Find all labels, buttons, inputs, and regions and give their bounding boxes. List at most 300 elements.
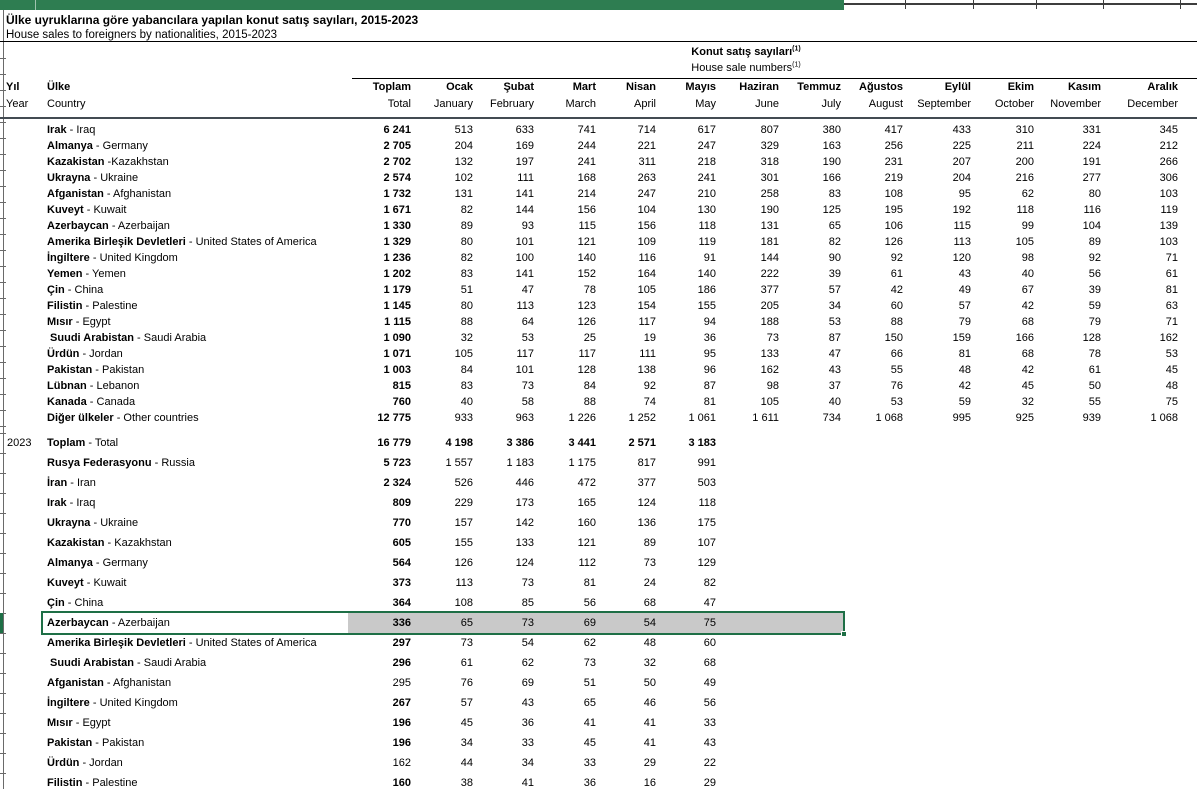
cell-value[interactable] xyxy=(843,473,905,493)
cell-value[interactable]: 41 xyxy=(521,777,534,789)
cell-value[interactable]: 132 xyxy=(454,156,473,168)
cell-country[interactable]: Çin - China xyxy=(47,284,104,296)
cell-value[interactable]: 734 xyxy=(822,412,841,424)
cell-value[interactable]: 25 xyxy=(583,332,596,344)
cell-value[interactable]: 81 xyxy=(958,348,971,360)
cell-country[interactable]: Suudi Arabistan - Saudi Arabia xyxy=(47,332,207,344)
cell-value[interactable]: 83 xyxy=(460,380,473,392)
cell-value[interactable]: 51 xyxy=(583,677,596,689)
cell-value[interactable] xyxy=(1103,513,1180,533)
cell-value[interactable] xyxy=(973,453,1036,473)
cell-value[interactable]: 46 xyxy=(643,697,656,709)
cell-value[interactable]: 95 xyxy=(958,188,971,200)
cell-value[interactable]: 115 xyxy=(578,220,596,232)
cell-value[interactable]: 3 441 xyxy=(568,437,596,449)
cell-value[interactable]: 108 xyxy=(884,188,903,200)
cell-value[interactable]: 133 xyxy=(760,348,779,360)
cell-value[interactable] xyxy=(1103,473,1180,493)
cell-value[interactable]: 513 xyxy=(454,124,473,136)
cell-value[interactable] xyxy=(843,653,905,673)
cell-value[interactable] xyxy=(718,713,781,733)
cell-value[interactable]: 40 xyxy=(460,396,473,408)
cell-value[interactable]: 472 xyxy=(577,477,596,489)
cell-value[interactable]: 2 324 xyxy=(383,477,411,489)
cell-country[interactable]: Irak - Iraq xyxy=(47,497,96,509)
cell-value[interactable] xyxy=(843,773,905,789)
cell-value[interactable]: 32 xyxy=(460,332,473,344)
cell-value[interactable] xyxy=(973,733,1036,753)
cell-value[interactable]: 111 xyxy=(639,348,656,360)
cell-value[interactable] xyxy=(1036,553,1103,573)
cell-value[interactable] xyxy=(973,553,1036,573)
cell-value[interactable]: 119 xyxy=(1160,204,1178,216)
cell-value[interactable]: 210 xyxy=(697,188,716,200)
cell-value[interactable]: 373 xyxy=(392,577,411,589)
cell-value[interactable] xyxy=(1103,493,1180,513)
cell-value[interactable] xyxy=(781,453,843,473)
cell-value[interactable]: 377 xyxy=(760,284,779,296)
table-row[interactable] xyxy=(0,753,1180,773)
cell-value[interactable]: 42 xyxy=(1021,364,1034,376)
cell-value[interactable]: 124 xyxy=(515,557,534,569)
cell-value[interactable]: 47 xyxy=(521,284,534,296)
cell-value[interactable] xyxy=(973,593,1036,613)
cell-value[interactable]: 188 xyxy=(760,316,779,328)
cell-value[interactable] xyxy=(1036,713,1103,733)
cell-value[interactable]: 995 xyxy=(952,412,971,424)
cell-value[interactable]: 126 xyxy=(577,316,596,328)
cell-country[interactable]: Toplam - Total xyxy=(47,437,119,449)
cell-value[interactable]: 81 xyxy=(703,396,716,408)
cell-value[interactable]: 247 xyxy=(697,140,716,152)
cell-value[interactable] xyxy=(718,773,781,789)
cell-value[interactable]: 87 xyxy=(703,380,716,392)
cell-value[interactable]: 39 xyxy=(828,268,841,280)
cell-value[interactable] xyxy=(1103,613,1180,633)
cell-value[interactable] xyxy=(973,613,1036,633)
cell-value[interactable] xyxy=(973,673,1036,693)
cell-value[interactable]: 160 xyxy=(577,517,596,529)
cell-year[interactable] xyxy=(0,266,42,282)
table-row[interactable] xyxy=(0,202,1180,218)
cell-value[interactable]: 1 671 xyxy=(383,204,411,216)
cell-value[interactable]: 34 xyxy=(521,757,534,769)
cell-value[interactable] xyxy=(781,773,843,789)
cell-value[interactable]: 266 xyxy=(1159,156,1178,168)
cell-value[interactable]: 84 xyxy=(583,380,596,392)
cell-country[interactable]: Yemen - Yemen xyxy=(47,268,126,280)
cell-value[interactable]: 105 xyxy=(760,396,779,408)
cell-value[interactable] xyxy=(905,513,973,533)
cell-value[interactable]: 85 xyxy=(521,597,534,609)
cell-value[interactable]: 446 xyxy=(515,477,534,489)
cell-value[interactable] xyxy=(905,653,973,673)
cell-year[interactable] xyxy=(0,346,42,362)
cell-country[interactable]: Diğer ülkeler - Other countries xyxy=(47,412,199,424)
cell-year[interactable] xyxy=(0,633,42,653)
cell-value[interactable]: 45 xyxy=(583,737,596,749)
table-row[interactable] xyxy=(0,633,1180,653)
cell-value[interactable] xyxy=(1036,473,1103,493)
cell-value[interactable]: 62 xyxy=(1021,188,1034,200)
cell-value[interactable]: 311 xyxy=(638,156,656,168)
cell-year[interactable] xyxy=(0,513,42,533)
cell-value[interactable]: 159 xyxy=(952,332,971,344)
cell-value[interactable]: 214 xyxy=(577,188,596,200)
table-row[interactable] xyxy=(0,773,1180,789)
cell-value[interactable] xyxy=(1103,713,1180,733)
table-row[interactable] xyxy=(0,493,1180,513)
cell-value[interactable]: 115 xyxy=(953,220,971,232)
cell-value[interactable]: 90 xyxy=(828,252,841,264)
table-row[interactable] xyxy=(0,553,1180,573)
cell-value[interactable]: 51 xyxy=(460,284,473,296)
cell-value[interactable] xyxy=(718,513,781,533)
cell-value[interactable] xyxy=(973,573,1036,593)
cell-value[interactable]: 2 574 xyxy=(383,172,411,184)
cell-value[interactable]: 61 xyxy=(460,657,473,669)
cell-value[interactable]: 62 xyxy=(583,637,596,649)
table-row[interactable] xyxy=(0,218,1180,234)
cell-value[interactable]: 19 xyxy=(643,332,656,344)
table-row[interactable] xyxy=(0,573,1180,593)
cell-value[interactable]: 117 xyxy=(516,348,534,360)
cell-country[interactable]: Pakistan - Pakistan xyxy=(47,737,145,749)
cell-value[interactable]: 55 xyxy=(890,364,903,376)
cell-value[interactable]: 162 xyxy=(392,757,411,769)
cell-value[interactable]: 36 xyxy=(583,777,596,789)
table-row[interactable] xyxy=(0,410,1180,426)
cell-year[interactable] xyxy=(0,573,42,593)
cell-value[interactable]: 211 xyxy=(1016,140,1034,152)
cell-value[interactable] xyxy=(905,453,973,473)
cell-year[interactable] xyxy=(0,473,42,493)
cell-country[interactable]: İran - Iran xyxy=(47,477,96,489)
cell-value[interactable] xyxy=(843,513,905,533)
cell-country[interactable]: Afganistan - Afghanistan xyxy=(47,677,172,689)
cell-year[interactable] xyxy=(0,298,42,314)
cell-value[interactable]: 34 xyxy=(828,300,841,312)
cell-value[interactable]: 29 xyxy=(643,757,656,769)
cell-value[interactable]: 59 xyxy=(1088,300,1101,312)
cell-value[interactable]: 141 xyxy=(515,268,534,280)
cell-value[interactable]: 136 xyxy=(637,517,656,529)
cell-year[interactable] xyxy=(0,122,42,138)
cell-value[interactable]: 83 xyxy=(828,188,841,200)
table-row[interactable] xyxy=(0,533,1180,553)
cell-value[interactable] xyxy=(843,713,905,733)
cell-value[interactable]: 140 xyxy=(577,252,596,264)
cell-value[interactable]: 817 xyxy=(637,457,656,469)
cell-value[interactable] xyxy=(1103,573,1180,593)
table-row[interactable] xyxy=(0,234,1180,250)
cell-value[interactable]: 150 xyxy=(884,332,903,344)
table-row[interactable] xyxy=(0,473,1180,493)
cell-value[interactable] xyxy=(1103,673,1180,693)
cell-value[interactable]: 16 xyxy=(643,777,656,789)
cell-value[interactable] xyxy=(905,713,973,733)
cell-value[interactable]: 43 xyxy=(828,364,841,376)
cell-value[interactable]: 105 xyxy=(454,348,473,360)
cell-value[interactable]: 88 xyxy=(460,316,473,328)
cell-value[interactable]: 131 xyxy=(760,220,779,232)
table-row[interactable] xyxy=(0,378,1180,394)
cell-country[interactable]: Çin - China xyxy=(47,597,104,609)
cell-value[interactable]: 1 071 xyxy=(383,348,411,360)
cell-value[interactable]: 331 xyxy=(1082,124,1101,136)
table-row[interactable] xyxy=(0,282,1180,298)
cell-value[interactable] xyxy=(718,433,781,453)
cell-value[interactable] xyxy=(905,613,973,633)
table-row[interactable] xyxy=(0,266,1180,282)
cell-value[interactable]: 156 xyxy=(577,204,596,216)
cell-value[interactable] xyxy=(905,573,973,593)
cell-value[interactable]: 113 xyxy=(953,236,971,248)
cell-value[interactable]: 16 779 xyxy=(377,437,411,449)
cell-value[interactable]: 4 198 xyxy=(445,437,473,449)
cell-value[interactable]: 79 xyxy=(958,316,971,328)
cell-value[interactable]: 82 xyxy=(460,252,473,264)
cell-value[interactable]: 138 xyxy=(637,364,656,376)
cell-value[interactable]: 108 xyxy=(454,597,473,609)
cell-value[interactable]: 101 xyxy=(515,236,534,248)
cell-country[interactable]: Kuveyt - Kuwait xyxy=(47,577,127,589)
cell-value[interactable] xyxy=(1036,633,1103,653)
cell-value[interactable]: 129 xyxy=(697,557,716,569)
cell-value[interactable] xyxy=(973,753,1036,773)
cell-value[interactable]: 81 xyxy=(1165,284,1178,296)
cell-value[interactable] xyxy=(905,553,973,573)
cell-value[interactable]: 267 xyxy=(392,697,411,709)
cell-value[interactable] xyxy=(781,653,843,673)
cell-value[interactable]: 95 xyxy=(703,348,716,360)
cell-value[interactable]: 105 xyxy=(637,284,656,296)
cell-value[interactable]: 229 xyxy=(454,497,473,509)
cell-value[interactable]: 89 xyxy=(460,220,473,232)
cell-value[interactable]: 73 xyxy=(766,332,779,344)
cell-value[interactable]: 102 xyxy=(454,172,473,184)
selection-fill-handle[interactable] xyxy=(841,631,847,637)
cell-value[interactable]: 1 557 xyxy=(445,457,473,469)
cell-country[interactable]: Ukrayna - Ukraine xyxy=(47,517,139,529)
cell-value[interactable]: 1 732 xyxy=(383,188,411,200)
cell-year[interactable] xyxy=(0,186,42,202)
cell-value[interactable]: 120 xyxy=(952,252,971,264)
cell-value[interactable]: 345 xyxy=(1159,124,1178,136)
cell-value[interactable] xyxy=(973,633,1036,653)
table-row[interactable] xyxy=(0,593,1180,613)
cell-country[interactable]: Ürdün - Jordan xyxy=(47,348,123,360)
cell-value[interactable] xyxy=(1103,633,1180,653)
cell-value[interactable]: 219 xyxy=(884,172,903,184)
cell-value[interactable]: 196 xyxy=(392,717,411,729)
cell-value[interactable]: 295 xyxy=(392,677,411,689)
cell-country[interactable]: Filistin - Palestine xyxy=(47,300,138,312)
cell-value[interactable] xyxy=(718,553,781,573)
selection-border[interactable] xyxy=(41,611,845,635)
cell-year[interactable] xyxy=(0,394,42,410)
cell-value[interactable]: 205 xyxy=(760,300,779,312)
cell-value[interactable]: 106 xyxy=(884,220,903,232)
cell-value[interactable] xyxy=(781,493,843,513)
cell-value[interactable] xyxy=(1103,553,1180,573)
cell-value[interactable] xyxy=(1036,653,1103,673)
cell-value[interactable]: 98 xyxy=(766,380,779,392)
cell-value[interactable]: 809 xyxy=(392,497,411,509)
cell-value[interactable] xyxy=(843,573,905,593)
cell-value[interactable]: 80 xyxy=(460,236,473,248)
cell-value[interactable]: 43 xyxy=(521,697,534,709)
cell-value[interactable]: 1 183 xyxy=(506,457,534,469)
cell-value[interactable]: 605 xyxy=(392,537,411,549)
cell-country[interactable]: Almanya - Germany xyxy=(47,557,148,569)
cell-value[interactable]: 57 xyxy=(460,697,473,709)
cell-value[interactable]: 48 xyxy=(643,637,656,649)
cell-year[interactable] xyxy=(0,773,42,789)
cell-value[interactable]: 60 xyxy=(890,300,903,312)
cell-value[interactable]: 221 xyxy=(637,140,656,152)
cell-value[interactable]: 82 xyxy=(460,204,473,216)
cell-value[interactable]: 155 xyxy=(697,300,716,312)
cell-value[interactable]: 162 xyxy=(1159,332,1178,344)
cell-value[interactable]: 93 xyxy=(521,220,534,232)
cell-value[interactable] xyxy=(781,553,843,573)
cell-value[interactable]: 71 xyxy=(1165,252,1178,264)
cell-value[interactable]: 89 xyxy=(643,537,656,549)
cell-value[interactable]: 61 xyxy=(1088,364,1101,376)
cell-value[interactable]: 69 xyxy=(521,677,534,689)
cell-year[interactable] xyxy=(0,453,42,473)
cell-value[interactable]: 111 xyxy=(517,172,534,184)
cell-year[interactable] xyxy=(0,138,42,154)
table-row[interactable] xyxy=(0,346,1180,362)
cell-year[interactable] xyxy=(0,234,42,250)
cell-value[interactable]: 112 xyxy=(578,557,596,569)
cell-value[interactable]: 37 xyxy=(828,380,841,392)
cell-value[interactable]: 364 xyxy=(392,597,411,609)
cell-value[interactable]: 53 xyxy=(1165,348,1178,360)
cell-value[interactable] xyxy=(843,613,905,633)
cell-value[interactable]: 89 xyxy=(1088,236,1101,248)
cell-value[interactable] xyxy=(718,573,781,593)
table-row[interactable] xyxy=(0,513,1180,533)
cell-value[interactable]: 131 xyxy=(454,188,473,200)
cell-value[interactable]: 1 115 xyxy=(384,316,411,328)
cell-value[interactable]: 714 xyxy=(637,124,656,136)
cell-year[interactable] xyxy=(0,362,42,378)
cell-value[interactable]: 47 xyxy=(703,597,716,609)
table-row[interactable] xyxy=(0,713,1180,733)
cell-value[interactable] xyxy=(781,533,843,553)
cell-value[interactable]: 68 xyxy=(643,597,656,609)
cell-value[interactable]: 125 xyxy=(822,204,841,216)
cell-value[interactable]: 1 068 xyxy=(875,412,903,424)
cell-value[interactable]: 100 xyxy=(515,252,534,264)
cell-value[interactable] xyxy=(843,453,905,473)
cell-value[interactable]: 190 xyxy=(822,156,841,168)
cell-value[interactable]: 45 xyxy=(1021,380,1034,392)
cell-value[interactable] xyxy=(973,533,1036,553)
cell-value[interactable]: 925 xyxy=(1015,412,1034,424)
cell-value[interactable] xyxy=(905,433,973,453)
cell-value[interactable]: 197 xyxy=(515,156,534,168)
cell-value[interactable]: 36 xyxy=(703,332,716,344)
cell-year[interactable] xyxy=(0,693,42,713)
cell-value[interactable]: 133 xyxy=(515,537,534,549)
cell-value[interactable]: 1 329 xyxy=(383,236,411,248)
cell-value[interactable]: 118 xyxy=(698,220,716,232)
cell-value[interactable]: 53 xyxy=(828,316,841,328)
cell-value[interactable]: 33 xyxy=(583,757,596,769)
cell-value[interactable]: 126 xyxy=(884,236,903,248)
cell-value[interactable]: 38 xyxy=(460,777,473,789)
cell-value[interactable]: 310 xyxy=(1015,124,1034,136)
cell-value[interactable] xyxy=(905,493,973,513)
cell-value[interactable] xyxy=(718,693,781,713)
cell-country[interactable]: Mısır - Egypt xyxy=(47,316,111,328)
cell-value[interactable]: 162 xyxy=(760,364,779,376)
cell-value[interactable]: 83 xyxy=(460,268,473,280)
cell-value[interactable]: 59 xyxy=(958,396,971,408)
cell-value[interactable]: 142 xyxy=(515,517,534,529)
cell-value[interactable] xyxy=(1036,753,1103,773)
cell-country[interactable]: İngiltere - United Kingdom xyxy=(47,697,178,709)
cell-country[interactable]: İngiltere - United Kingdom xyxy=(47,252,178,264)
cell-value[interactable]: 96 xyxy=(703,364,716,376)
cell-value[interactable]: 40 xyxy=(1021,268,1034,280)
cell-value[interactable]: 175 xyxy=(697,517,716,529)
cell-value[interactable]: 770 xyxy=(392,517,411,529)
table-row[interactable] xyxy=(0,298,1180,314)
cell-value[interactable]: 173 xyxy=(515,497,534,509)
cell-value[interactable]: 152 xyxy=(577,268,596,280)
cell-country[interactable]: Almanya - Germany xyxy=(47,140,148,152)
cell-value[interactable]: 191 xyxy=(1082,156,1101,168)
cell-value[interactable]: 75 xyxy=(703,617,716,629)
cell-year[interactable] xyxy=(0,170,42,186)
cell-value[interactable] xyxy=(1036,493,1103,513)
cell-value[interactable] xyxy=(905,533,973,553)
cell-value[interactable]: 190 xyxy=(760,204,779,216)
table-row[interactable] xyxy=(0,186,1180,202)
cell-value[interactable]: 29 xyxy=(703,777,716,789)
cell-country[interactable]: Kuveyt - Kuwait xyxy=(47,204,127,216)
cell-value[interactable]: 56 xyxy=(1088,268,1101,280)
cell-value[interactable]: 1 226 xyxy=(568,412,596,424)
cell-country[interactable]: Filistin - Palestine xyxy=(47,777,138,789)
cell-value[interactable] xyxy=(1036,733,1103,753)
cell-value[interactable] xyxy=(1103,653,1180,673)
cell-value[interactable] xyxy=(718,453,781,473)
cell-value[interactable]: 157 xyxy=(454,517,473,529)
cell-year[interactable] xyxy=(0,250,42,266)
cell-value[interactable] xyxy=(843,533,905,553)
cell-value[interactable]: 130 xyxy=(697,204,716,216)
cell-value[interactable] xyxy=(1103,433,1180,453)
cell-value[interactable] xyxy=(1103,593,1180,613)
cell-value[interactable]: 92 xyxy=(890,252,903,264)
cell-value[interactable]: 124 xyxy=(637,497,656,509)
table-row[interactable] xyxy=(0,250,1180,266)
cell-value[interactable]: 65 xyxy=(828,220,841,232)
cell-value[interactable] xyxy=(718,473,781,493)
cell-value[interactable]: 186 xyxy=(697,284,716,296)
cell-value[interactable]: 5 723 xyxy=(383,457,411,469)
cell-value[interactable] xyxy=(1103,773,1180,789)
cell-value[interactable]: 166 xyxy=(1015,332,1034,344)
cell-value[interactable]: 200 xyxy=(1015,156,1034,168)
cell-value[interactable]: 50 xyxy=(643,677,656,689)
